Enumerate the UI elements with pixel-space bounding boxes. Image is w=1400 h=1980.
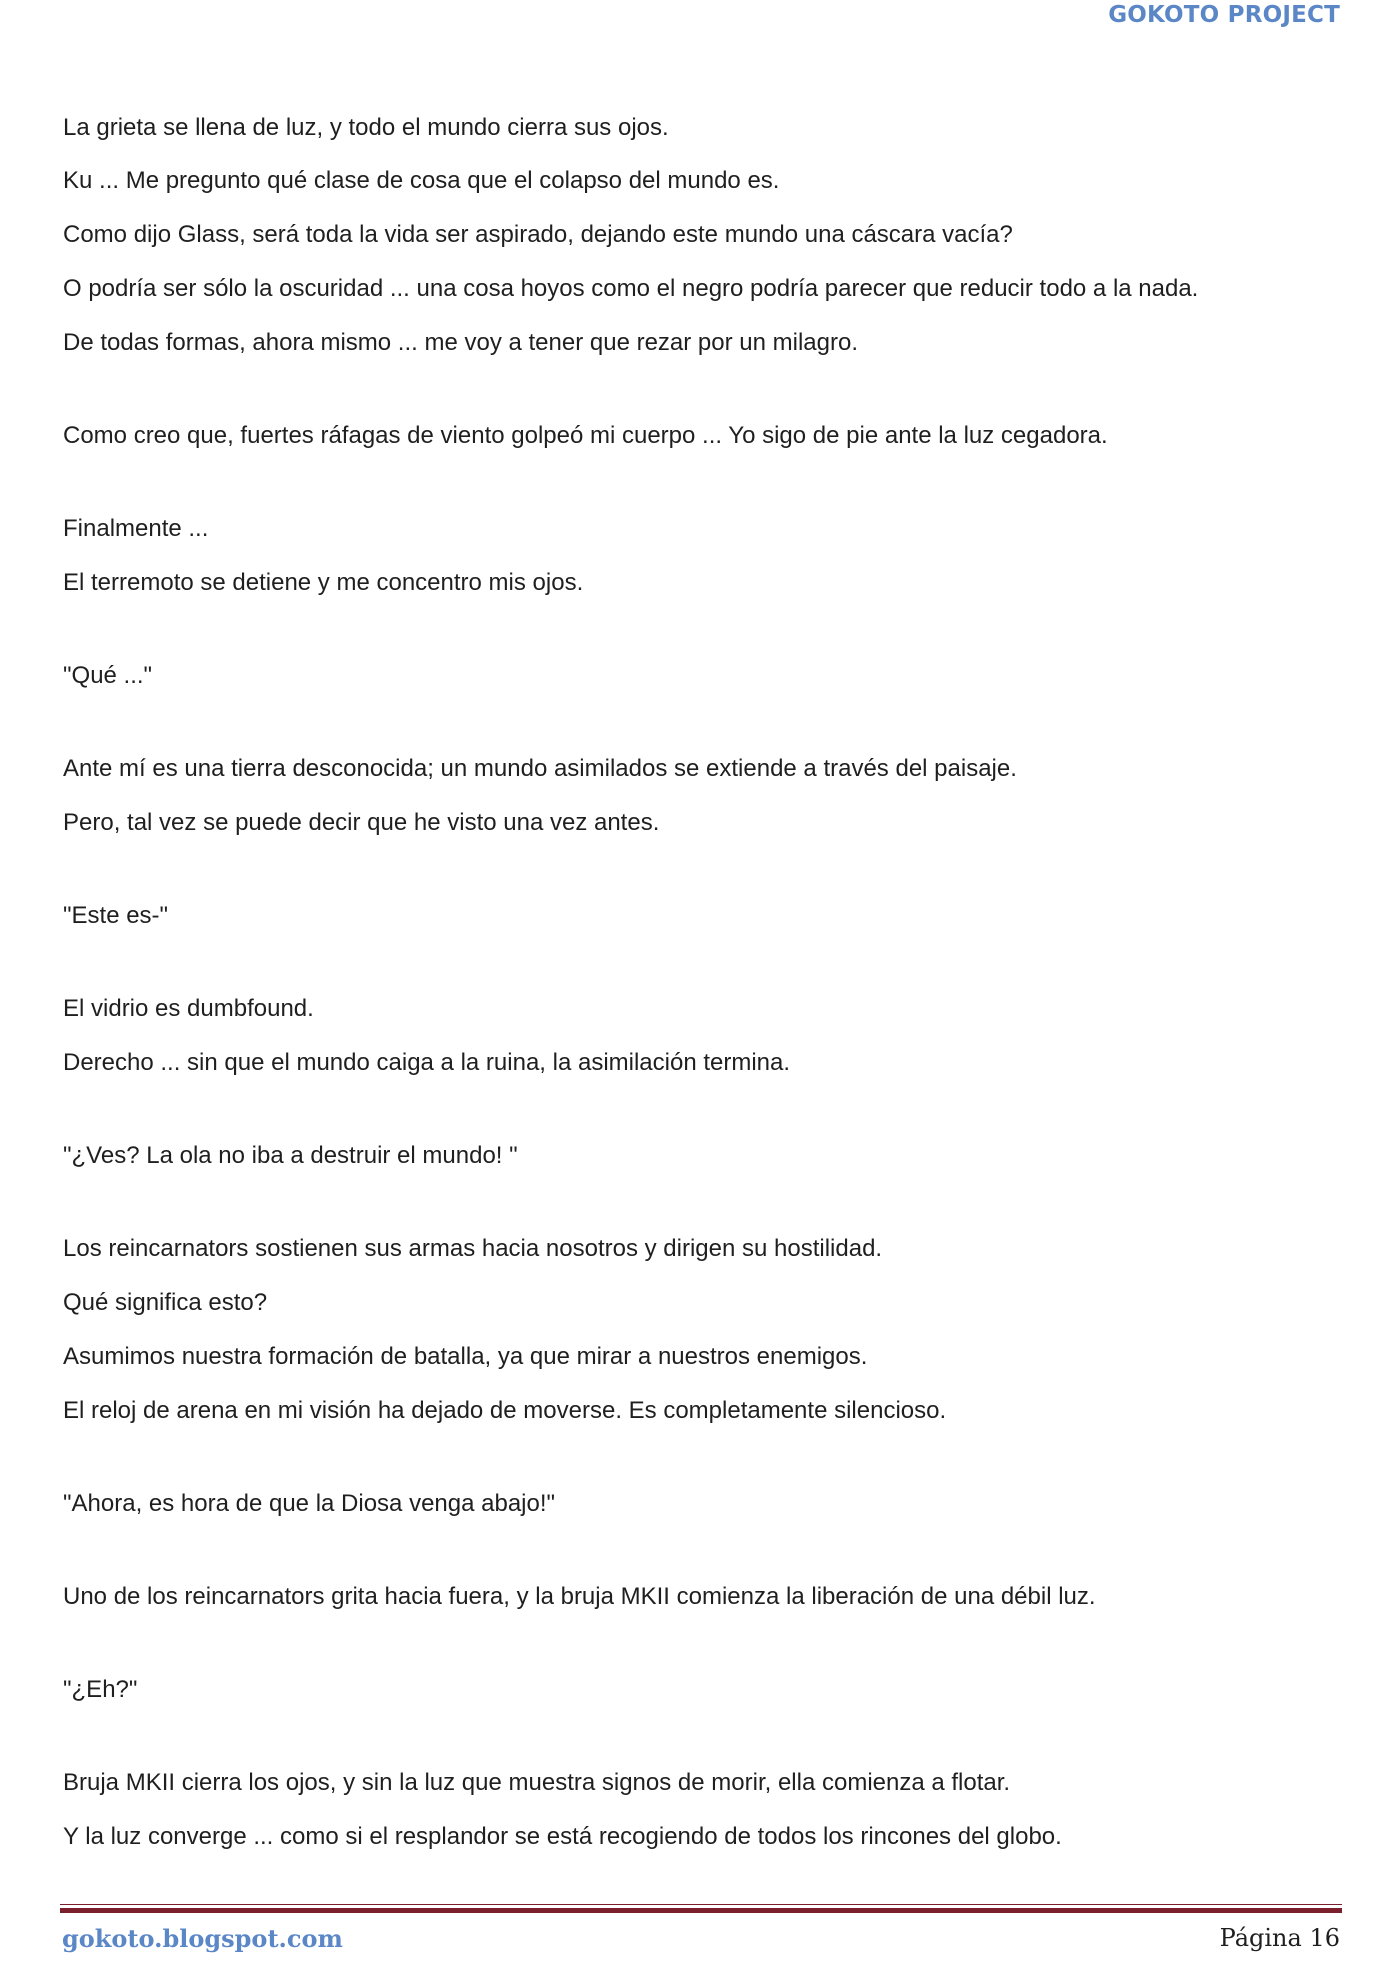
footer-divider-thick — [60, 1908, 1342, 1913]
paragraph: Como dijo Glass, será toda la vida ser aspirado, dejando este mundo una cáscara vacía? — [63, 221, 1013, 248]
paragraph: El terremoto se detiene y me concentro mis ojos. — [63, 569, 584, 596]
paragraph: Derecho ... sin que el mundo caiga a la ruina, la asimilación termina. — [63, 1049, 791, 1076]
footer-divider-thin — [60, 1904, 1342, 1905]
paragraph: "¿Eh?" — [63, 1676, 138, 1703]
paragraph: El reloj de arena en mi visión ha dejado de moverse. Es completamente silencioso. — [63, 1397, 947, 1424]
paragraph: "Ahora, es hora de que la Diosa venga abajo!" — [63, 1490, 556, 1517]
paragraph: Finalmente ... — [63, 515, 209, 542]
footer-page-number: Página 16 — [1219, 1924, 1340, 1952]
paragraph: "¿Ves? La ola no iba a destruir el mundo! " — [63, 1142, 518, 1169]
paragraph: Bruja MKII cierra los ojos, y sin la luz que muestra signos de morir, ella comienza a flotar. — [63, 1769, 1011, 1796]
paragraph: Y la luz converge ... como si el resplandor se está recogiendo de todos los rincones del globo. — [63, 1823, 1062, 1850]
paragraph: De todas formas, ahora mismo ... me voy a tener que rezar por un milagro. — [63, 329, 859, 356]
paragraph: La grieta se llena de luz, y todo el mundo cierra sus ojos. — [63, 114, 669, 141]
header-brand: GOKOTO PROJECT — [1108, 2, 1340, 28]
paragraph: "Qué ..." — [63, 662, 153, 689]
paragraph: Los reincarnators sostienen sus armas hacia nosotros y dirigen su hostilidad. — [63, 1235, 883, 1262]
paragraph: El vidrio es dumbfound. — [63, 995, 314, 1022]
paragraph: Pero, tal vez se puede decir que he visto una vez antes. — [63, 809, 660, 836]
paragraph: Como creo que, fuertes ráfagas de viento golpeó mi cuerpo ... Yo sigo de pie ante la luz cegadora. — [63, 422, 1108, 449]
paragraph: Ante mí es una tierra desconocida; un mundo asimilados se extiende a través del paisaje. — [63, 755, 1017, 782]
footer-site-link[interactable]: gokoto.blogspot.com — [62, 1924, 343, 1953]
paragraph: "Este es-" — [63, 902, 169, 929]
paragraph: O podría ser sólo la oscuridad ... una cosa hoyos como el negro podría parecer que reducir todo a la nada. — [63, 275, 1199, 302]
paragraph: Asumimos nuestra formación de batalla, ya que mirar a nuestros enemigos. — [63, 1343, 868, 1370]
paragraph: Ku ... Me pregunto qué clase de cosa que el colapso del mundo es. — [63, 167, 780, 194]
paragraph: Qué significa esto? — [63, 1289, 268, 1316]
paragraph: Uno de los reincarnators grita hacia fuera, y la bruja MKII comienza la liberación de una débil luz. — [63, 1583, 1096, 1610]
